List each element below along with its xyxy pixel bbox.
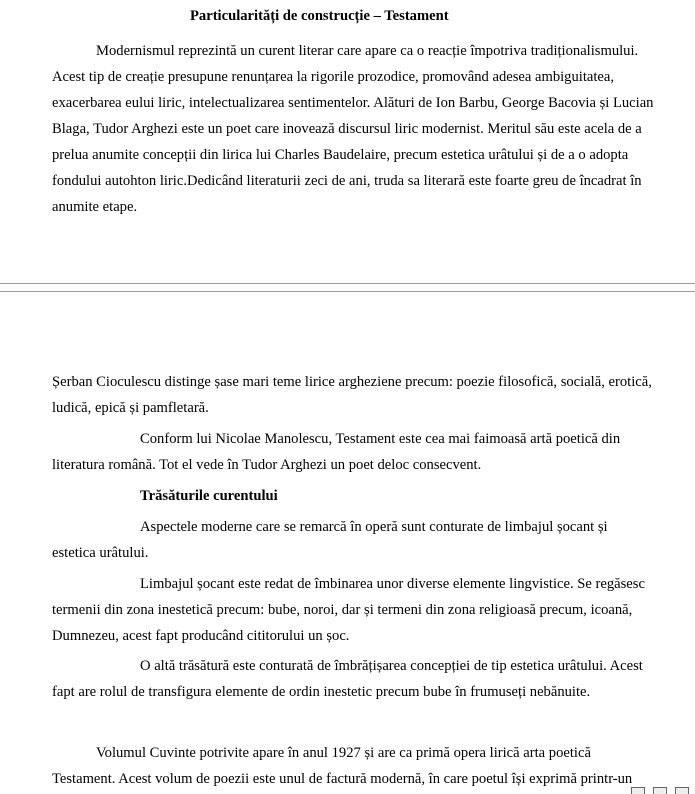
text-line: exacerbarea eului liric, intelectualizarea sentimentelor. Alături de Ion Barbu, George Bacovia și Lucian bbox=[52, 95, 654, 111]
view-button[interactable] bbox=[653, 787, 667, 794]
text-line: Conform lui Nicolae Manolescu, Testament este cea mai faimoasă artă poetică din bbox=[140, 431, 621, 447]
text-line: Dumnezeu, acest fapt producând cititorului un șoc. bbox=[52, 628, 350, 644]
paragraph-volume bbox=[52, 740, 642, 792]
text-line: Modernismul reprezintă un curent literar care apare ca o reacție împotriva tradiționalismului. bbox=[96, 43, 639, 59]
text-line: Volumul Cuvinte potrivite apare în anul 1927 și are ca primă opera lirică arta poetică bbox=[96, 745, 591, 761]
text-line: estetica urâtului. bbox=[52, 545, 149, 561]
text-line: Testament. Acest volum de poezii este unul de factură modernă, în care poetul își exprimă printr-un bbox=[52, 771, 633, 787]
text-line: Acest tip de creație presupune renunțarea la rigorile prozodice, promovând adesea ambiguitatea, bbox=[52, 69, 615, 85]
paragraph-modernism bbox=[52, 38, 654, 220]
text-line: ludică, epică și pamfletară. bbox=[52, 400, 209, 416]
text-line: anumite etape. bbox=[52, 199, 138, 215]
document-page-1 bbox=[0, 0, 695, 283]
paragraph-ugliness bbox=[52, 653, 642, 705]
view-button[interactable] bbox=[675, 787, 689, 794]
text-line: O altă trăsătură este conturată de îmbrățișarea concepției de tip estetica urâtului. Acest bbox=[140, 658, 643, 674]
text-line: termenii din zona inestetică precum: bube, noroi, dar și termeni din zona religioasă precum, icoană, bbox=[52, 602, 633, 618]
view-button[interactable] bbox=[631, 787, 645, 794]
text-line: fapt are rolul de transfigura elemente de ordin inestetic precum bube în frumuseți nebănuite. bbox=[52, 684, 591, 700]
paragraph-manolescu bbox=[52, 426, 642, 478]
page-break bbox=[0, 283, 695, 292]
text-line: literatura română. Tot el vede în Tudor Arghezi un poet deloc consecvent. bbox=[52, 457, 482, 473]
text-line: prelua anumite concepții din lirica lui Charles Baudelaire, precum estetica urâtului și de a o adopta bbox=[52, 147, 629, 163]
paragraph-cioculescu bbox=[52, 369, 652, 421]
text-line: fondului autohton liric.Dedicând literaturii zeci de ani, truda sa literară este foarte greu de încadrat în bbox=[52, 173, 642, 189]
text-line: Limbajul șocant este redat de îmbinarea unor diverse elemente lingvistice. Se regăsesc bbox=[140, 576, 645, 592]
text-line: Aspectele moderne care se remarcă în operă sunt conturate de limbajul șocant și bbox=[140, 519, 608, 535]
paragraph-language bbox=[52, 571, 645, 649]
section-heading: Trăsăturile curentului bbox=[140, 488, 278, 504]
text-line: Blaga, Tudor Arghezi este un poet care inovează discursul liric modernist. Meritul său este acela de a bbox=[52, 121, 642, 137]
view-buttons bbox=[605, 786, 695, 794]
document-page-2 bbox=[0, 292, 695, 794]
text-line: Șerban Cioculescu distinge șase mari teme lirice argheziene precum: poezie filosofică, socială, erotică, bbox=[52, 374, 652, 390]
document-title: Particularități de construcție – Testament bbox=[190, 8, 449, 24]
paragraph-aspects bbox=[52, 514, 642, 566]
